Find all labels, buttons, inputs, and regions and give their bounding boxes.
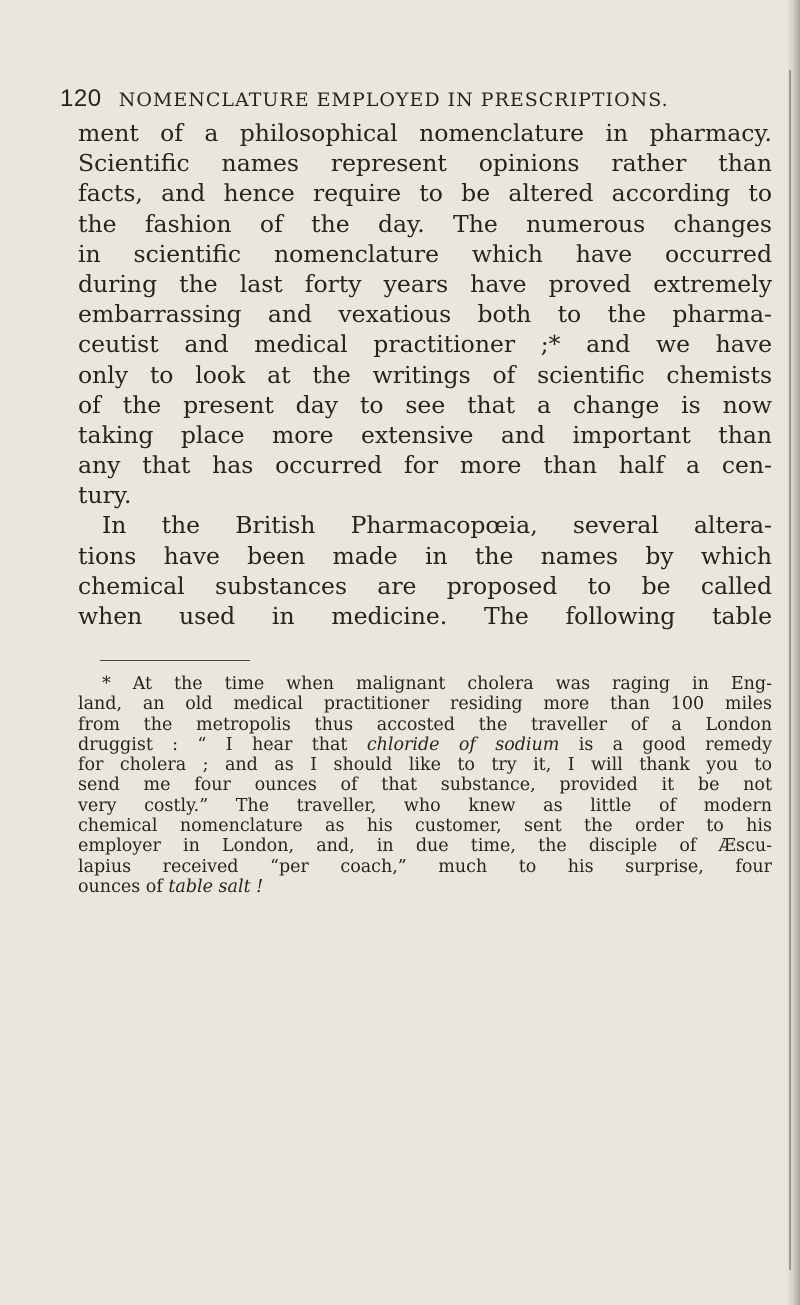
footnote-italic-chloride: chloride of sodium bbox=[366, 734, 560, 755]
body-line: only to look at the writings of scientific chemists bbox=[78, 360, 772, 389]
footnote-line: very costly.” The traveller, who knew as little of modern bbox=[78, 795, 772, 816]
footnote-line: * At the time when malignant cholera was raging in Eng- bbox=[102, 674, 772, 694]
footnote-line: send me four ounces of that substance, provided it be not bbox=[78, 775, 772, 796]
body-text bbox=[78, 118, 772, 631]
footnote-line bbox=[78, 877, 772, 897]
page-number: 120 bbox=[60, 85, 102, 112]
footnote-line: chemical nomenclature as his customer, sent the order to his bbox=[78, 816, 772, 837]
running-header bbox=[60, 85, 780, 113]
body-line: facts, and hence require to be altered according to bbox=[78, 179, 772, 208]
footnote-line: land, an old medical practitioner residing more than 100 miles bbox=[78, 694, 772, 715]
page-gutter-line bbox=[789, 70, 791, 1270]
body-line: In the British Pharmacopœia, several altera- bbox=[102, 511, 772, 540]
footnote-line bbox=[78, 735, 772, 755]
body-line: embarrassing and vexatious both to the pharma- bbox=[78, 300, 772, 329]
body-line: when used in medicine. The following table bbox=[78, 602, 772, 630]
body-line: ceutist and medical practitioner ;* and we have bbox=[78, 330, 772, 359]
footnote-line: from the metropolis thus accosted the traveller of a London bbox=[78, 714, 772, 735]
body-line: tury. bbox=[78, 481, 132, 510]
footnote-line: lapius received “per coach,” much to his surprise, four bbox=[78, 856, 772, 877]
footnote-line-start: druggist : “ I hear that bbox=[78, 734, 348, 755]
running-title: NOMENCLATURE EMPLOYED IN PRESCRIPTIONS. bbox=[118, 89, 669, 111]
body-line: in scientific nomenclature which have occurred bbox=[78, 239, 772, 268]
footnote-line: for cholera ; and as I should like to try it, I will thank you to bbox=[78, 755, 772, 776]
body-line: Scientific names represent opinions rather than bbox=[78, 149, 772, 178]
body-line: the fashion of the day. The numerous changes bbox=[78, 209, 772, 238]
footnote-line-end: is a good remedy bbox=[578, 734, 772, 755]
body-line: of the present day to see that a change is now bbox=[78, 390, 772, 419]
footnote-line: employer in London, and, in due time, the disciple of Æscu- bbox=[78, 836, 772, 857]
footnote-italic-table-salt: table salt ! bbox=[168, 876, 264, 897]
body-line: ment of a philosophical nomenclature in pharmacy. bbox=[78, 119, 772, 147]
body-line: taking place more extensive and important than bbox=[78, 420, 772, 449]
body-line: any that has occurred for more than half a cen- bbox=[78, 451, 772, 480]
body-line: chemical substances are proposed to be called bbox=[78, 571, 772, 600]
footnote bbox=[78, 674, 772, 897]
body-line: tions have been made in the names by which bbox=[78, 541, 772, 570]
body-line: during the last forty years have proved extremely bbox=[78, 269, 772, 298]
footnote-line-start: ounces of bbox=[78, 876, 163, 897]
footnote-rule bbox=[100, 660, 250, 661]
